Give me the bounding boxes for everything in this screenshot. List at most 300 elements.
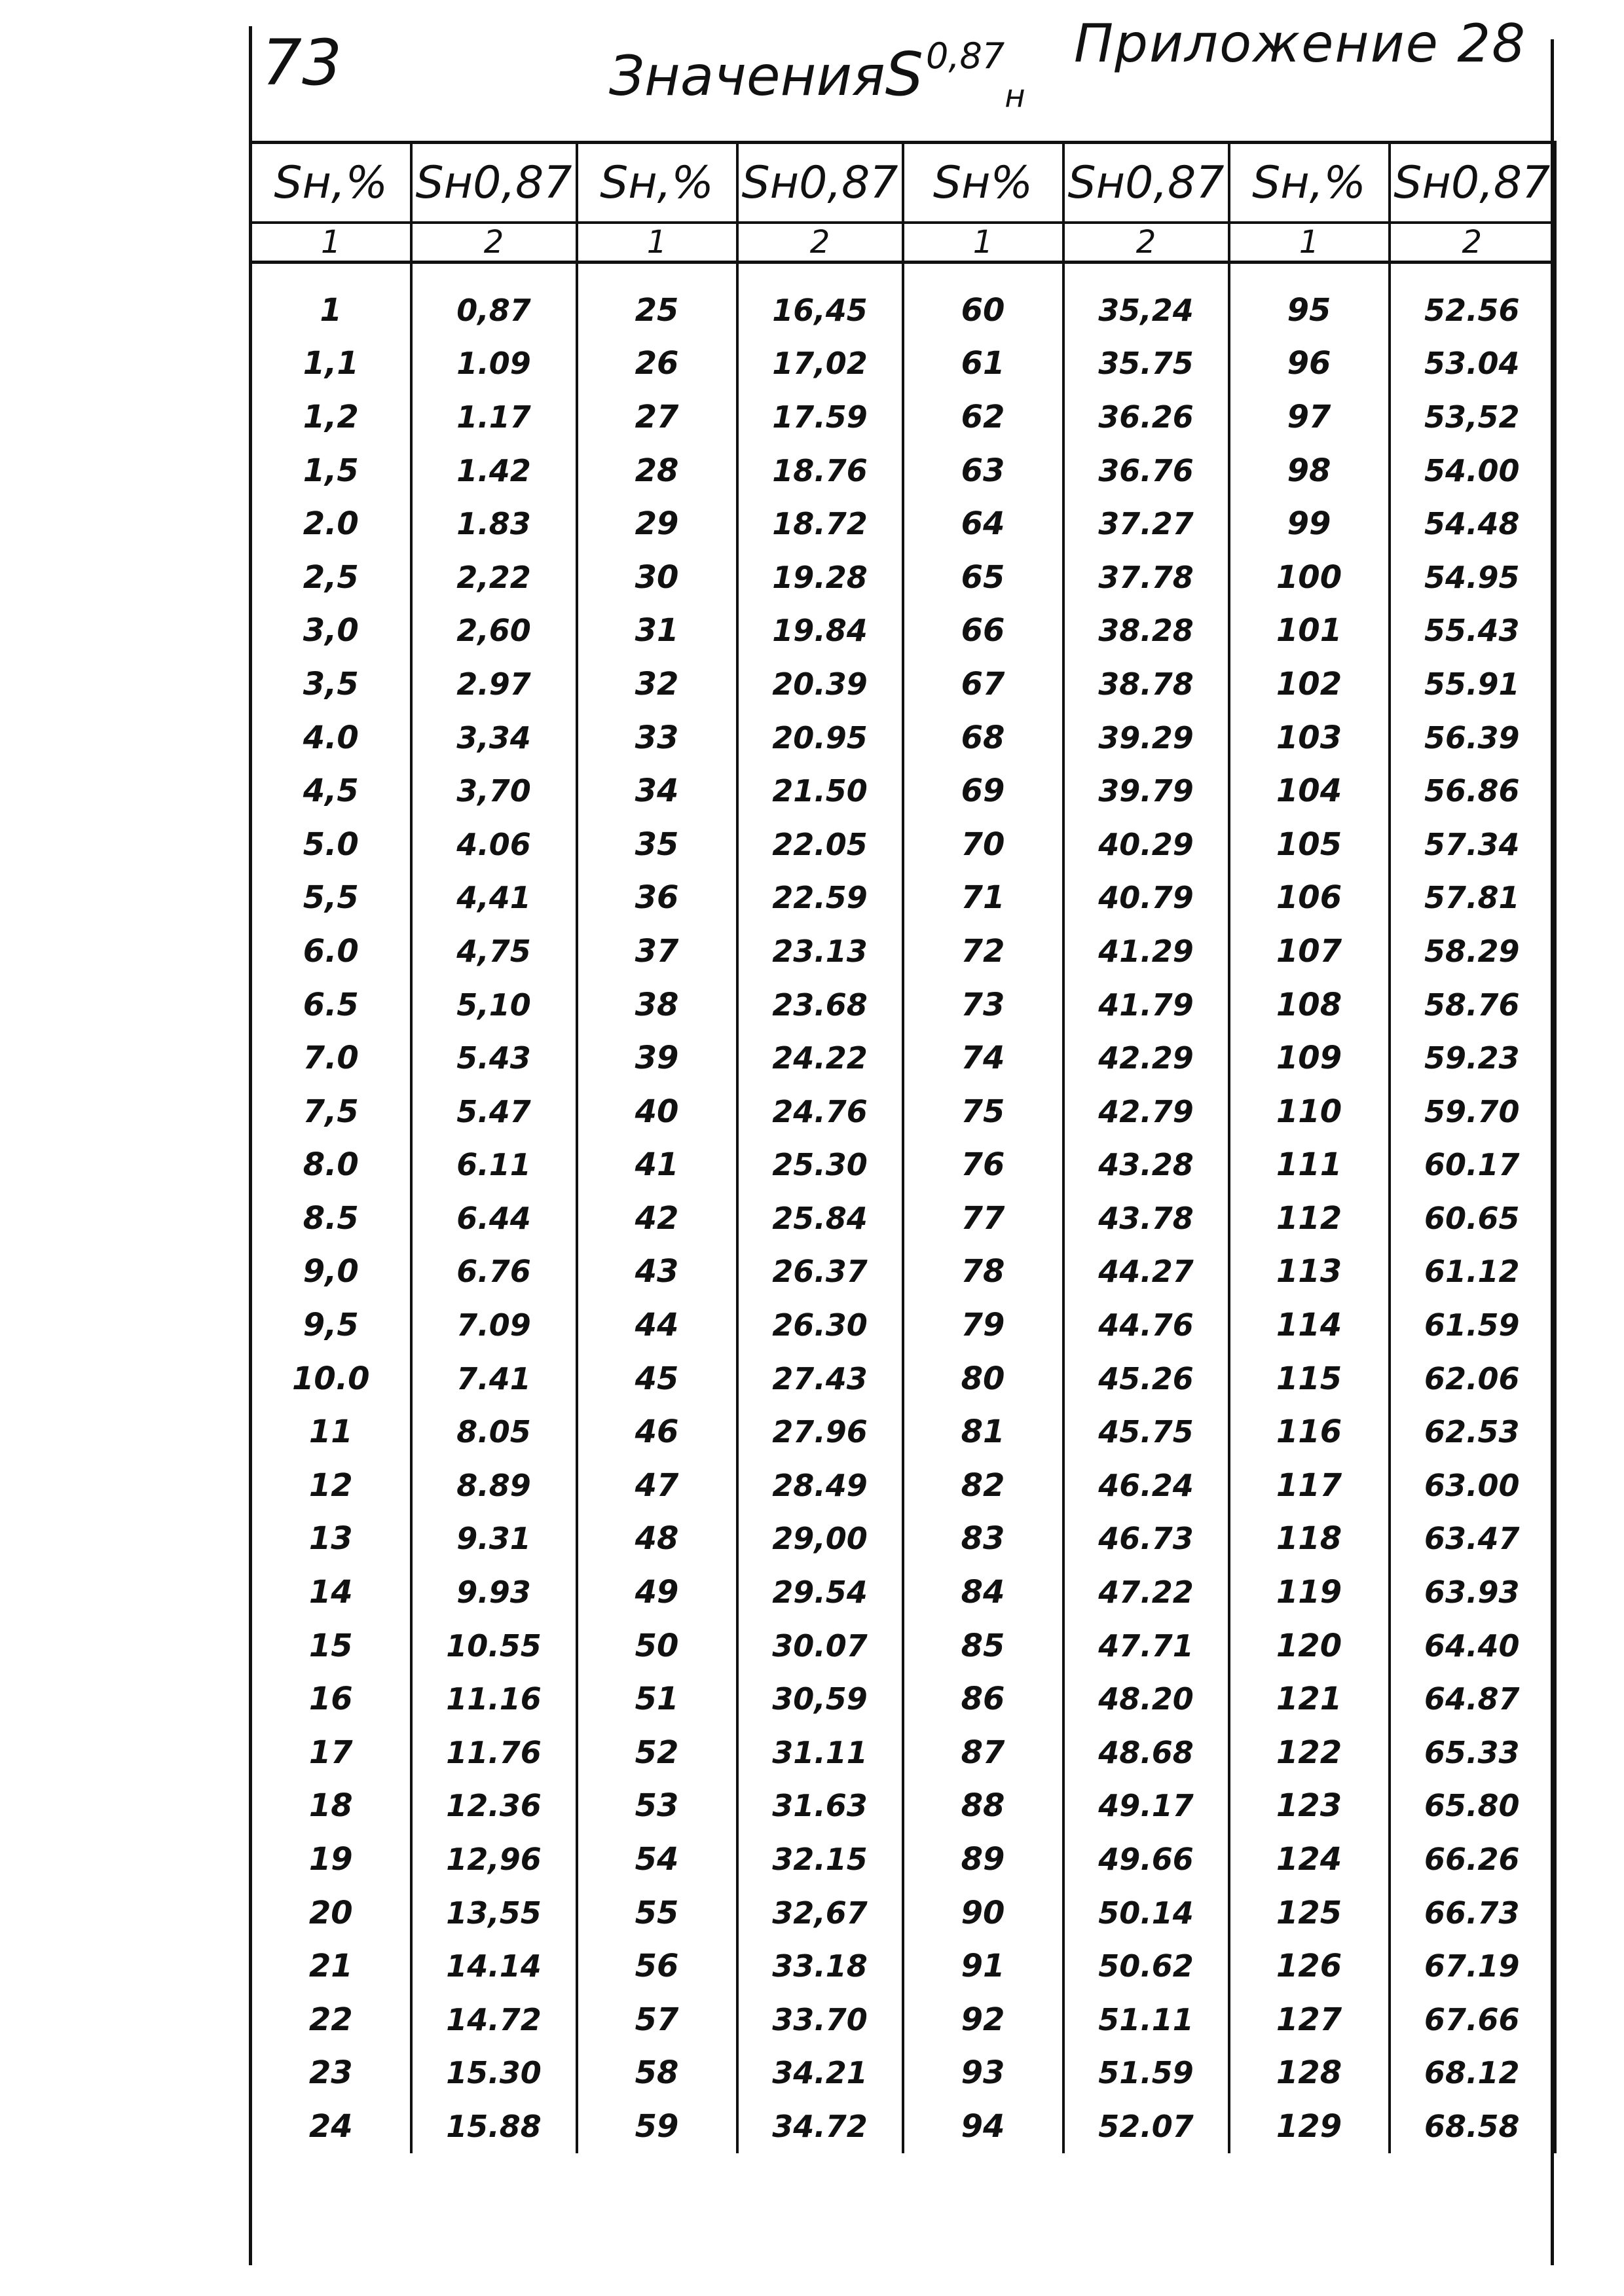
- power-value-cell: 2,22: [411, 551, 577, 604]
- percent-cell: 25: [577, 283, 737, 337]
- power-value-cell: 46.73: [1063, 1512, 1229, 1566]
- table-row: [251, 1832, 1555, 1886]
- percent-cell: 121: [1229, 1672, 1390, 1726]
- percent-cell: 34: [577, 764, 737, 818]
- percent-cell: 112: [1229, 1192, 1390, 1245]
- percent-cell: 51: [577, 1672, 737, 1726]
- table-row: [251, 604, 1555, 658]
- power-value-cell: 63.47: [1390, 1512, 1555, 1566]
- percent-cell: 50: [577, 1619, 737, 1673]
- power-value-cell: 40.29: [1063, 818, 1229, 871]
- percent-cell: 100: [1229, 551, 1390, 604]
- percent-cell: 90: [903, 1886, 1063, 1940]
- table-row: [251, 1192, 1555, 1245]
- power-value-cell: 39.79: [1063, 764, 1229, 818]
- percent-cell: 19: [251, 1832, 411, 1886]
- percent-cell: 13: [251, 1512, 411, 1566]
- power-value-cell: 52.56: [1390, 283, 1555, 337]
- percent-cell: 89: [903, 1832, 1063, 1886]
- percent-cell: 30: [577, 551, 737, 604]
- column-header: Sн,%: [577, 143, 737, 223]
- power-value-cell: 42.79: [1063, 1085, 1229, 1139]
- power-value-cell: 46.24: [1063, 1459, 1229, 1512]
- percent-cell: 81: [903, 1405, 1063, 1459]
- percent-cell: 127: [1229, 1993, 1390, 2047]
- power-value-cell: 65.33: [1390, 1726, 1555, 1779]
- power-value-cell: 56.39: [1390, 711, 1555, 765]
- power-value-cell: 57.81: [1390, 871, 1555, 925]
- power-value-cell: 18.76: [737, 444, 903, 498]
- power-value-cell: 39.29: [1063, 711, 1229, 765]
- percent-cell: 15: [251, 1619, 411, 1673]
- power-value-cell: 52.07: [1063, 2100, 1229, 2153]
- power-value-cell: 12.36: [411, 1779, 577, 1833]
- power-value-cell: 53,52: [1390, 390, 1555, 444]
- power-value-cell: 31.11: [737, 1726, 903, 1779]
- percent-cell: 39: [577, 1031, 737, 1085]
- percent-cell: 3,5: [251, 657, 411, 711]
- percent-cell: 104: [1229, 764, 1390, 818]
- power-value-cell: 14.14: [411, 1939, 577, 1993]
- title-exponent: 0,87: [926, 35, 1005, 77]
- percent-cell: 71: [903, 871, 1063, 925]
- power-value-cell: 59.70: [1390, 1085, 1555, 1139]
- percent-cell: 113: [1229, 1245, 1390, 1299]
- power-value-cell: 18.72: [737, 497, 903, 551]
- page-number: 73: [262, 26, 342, 100]
- percent-cell: 97: [1229, 390, 1390, 444]
- power-value-cell: 62.53: [1390, 1405, 1555, 1459]
- percent-cell: 96: [1229, 337, 1390, 391]
- percent-cell: 28: [577, 444, 737, 498]
- table-row: [251, 1993, 1555, 2047]
- table-row: [251, 1565, 1555, 1619]
- power-value-cell: 0,87: [411, 283, 577, 337]
- percent-cell: 107: [1229, 924, 1390, 978]
- power-value-cell: 29,00: [737, 1512, 903, 1566]
- power-value-cell: 1.09: [411, 337, 577, 391]
- table-row: [251, 1245, 1555, 1299]
- percent-cell: 94: [903, 2100, 1063, 2153]
- power-value-cell: 34.72: [737, 2100, 903, 2153]
- percent-cell: 1,1: [251, 337, 411, 391]
- percent-cell: 11: [251, 1405, 411, 1459]
- title-text: Значения: [609, 44, 885, 108]
- power-value-cell: 51.59: [1063, 2047, 1229, 2100]
- percent-cell: 64: [903, 497, 1063, 551]
- power-value-cell: 58.76: [1390, 978, 1555, 1032]
- power-value-cell: 47.22: [1063, 1565, 1229, 1619]
- power-value-cell: 48.68: [1063, 1726, 1229, 1779]
- percent-cell: 77: [903, 1192, 1063, 1245]
- power-value-cell: 7.09: [411, 1298, 577, 1352]
- power-value-cell: 1.42: [411, 444, 577, 498]
- power-value-cell: 19.84: [737, 604, 903, 658]
- power-value-cell: 3,34: [411, 711, 577, 765]
- percent-cell: 7.0: [251, 1031, 411, 1085]
- percent-cell: 42: [577, 1192, 737, 1245]
- percent-cell: 1,2: [251, 390, 411, 444]
- percent-cell: 7,5: [251, 1085, 411, 1139]
- percent-cell: 129: [1229, 2100, 1390, 2153]
- power-value-cell: 15.30: [411, 2047, 577, 2100]
- percent-cell: 82: [903, 1459, 1063, 1512]
- column-number: 1: [903, 223, 1063, 263]
- title-symbol: S: [885, 39, 924, 109]
- power-value-cell: 58.29: [1390, 924, 1555, 978]
- percent-cell: 108: [1229, 978, 1390, 1032]
- power-value-cell: 25.30: [737, 1139, 903, 1192]
- percent-cell: 10.0: [251, 1352, 411, 1406]
- power-value-cell: 55.91: [1390, 657, 1555, 711]
- percent-cell: 119: [1229, 1565, 1390, 1619]
- power-value-cell: 37.78: [1063, 551, 1229, 604]
- power-value-cell: 63.00: [1390, 1459, 1555, 1512]
- power-value-cell: 63.93: [1390, 1565, 1555, 1619]
- percent-cell: 14: [251, 1565, 411, 1619]
- table-row: [251, 1886, 1555, 1940]
- table-row: [251, 283, 1555, 337]
- power-value-cell: 30.07: [737, 1619, 903, 1673]
- percent-cell: 33: [577, 711, 737, 765]
- power-value-cell: 40.79: [1063, 871, 1229, 925]
- power-value-cell: 6.44: [411, 1192, 577, 1245]
- percent-cell: 27: [577, 390, 737, 444]
- power-value-cell: 56.86: [1390, 764, 1555, 818]
- percent-cell: 120: [1229, 1619, 1390, 1673]
- power-value-cell: 22.05: [737, 818, 903, 871]
- power-value-cell: 32,67: [737, 1886, 903, 1940]
- power-value-cell: 68.58: [1390, 2100, 1555, 2153]
- power-value-cell: 11.16: [411, 1672, 577, 1726]
- percent-cell: 1: [251, 283, 411, 337]
- power-value-cell: 41.79: [1063, 978, 1229, 1032]
- table-row: [251, 1298, 1555, 1352]
- percent-cell: 66: [903, 604, 1063, 658]
- percent-cell: 53: [577, 1779, 737, 1833]
- percent-cell: 17: [251, 1726, 411, 1779]
- power-value-cell: 60.65: [1390, 1192, 1555, 1245]
- power-value-cell: 30,59: [737, 1672, 903, 1726]
- power-value-cell: 5.47: [411, 1085, 577, 1139]
- column-number-row: [251, 223, 1555, 263]
- column-header: Sн0,87: [1063, 143, 1229, 223]
- percent-cell: 40: [577, 1085, 737, 1139]
- power-value-cell: 20.39: [737, 657, 903, 711]
- percent-cell: 105: [1229, 818, 1390, 871]
- percent-cell: 48: [577, 1512, 737, 1566]
- power-value-cell: 62.06: [1390, 1352, 1555, 1406]
- power-value-cell: 5.43: [411, 1031, 577, 1085]
- percent-cell: 80: [903, 1352, 1063, 1406]
- percent-cell: 93: [903, 2047, 1063, 2100]
- power-value-cell: 23.13: [737, 924, 903, 978]
- percent-cell: 73: [903, 978, 1063, 1032]
- percent-cell: 5,5: [251, 871, 411, 925]
- power-value-cell: 13,55: [411, 1886, 577, 1940]
- power-value-cell: 44.27: [1063, 1245, 1229, 1299]
- power-value-cell: 32.15: [737, 1832, 903, 1886]
- power-value-cell: 36.26: [1063, 390, 1229, 444]
- column-header: Sн,%: [251, 143, 411, 223]
- percent-cell: 123: [1229, 1779, 1390, 1833]
- power-value-cell: 8.89: [411, 1459, 577, 1512]
- table-body: [251, 283, 1555, 2153]
- column-number: 1: [251, 223, 411, 263]
- table-row: [251, 1939, 1555, 1993]
- power-value-cell: 41.29: [1063, 924, 1229, 978]
- power-value-cell: 60.17: [1390, 1139, 1555, 1192]
- percent-cell: 122: [1229, 1726, 1390, 1779]
- power-value-cell: 67.66: [1390, 1993, 1555, 2047]
- percent-cell: 87: [903, 1726, 1063, 1779]
- power-value-cell: 10.55: [411, 1619, 577, 1673]
- percent-cell: 101: [1229, 604, 1390, 658]
- column-header: Sн0,87: [411, 143, 577, 223]
- percent-cell: 118: [1229, 1512, 1390, 1566]
- table-row: [251, 1405, 1555, 1459]
- percent-cell: 62: [903, 390, 1063, 444]
- power-value-cell: 1.17: [411, 390, 577, 444]
- table-row: [251, 497, 1555, 551]
- table-row: [251, 1139, 1555, 1192]
- column-header: Sн0,87: [1390, 143, 1555, 223]
- power-value-cell: 49.17: [1063, 1779, 1229, 1833]
- power-value-cell: 4,75: [411, 924, 577, 978]
- power-value-cell: 2.97: [411, 657, 577, 711]
- power-value-cell: 24.76: [737, 1085, 903, 1139]
- power-value-cell: 66.26: [1390, 1832, 1555, 1886]
- power-value-cell: 43.28: [1063, 1139, 1229, 1192]
- power-value-cell: 27.43: [737, 1352, 903, 1406]
- percent-cell: 98: [1229, 444, 1390, 498]
- percent-cell: 31: [577, 604, 737, 658]
- power-value-cell: 35,24: [1063, 283, 1229, 337]
- power-value-cell: 12,96: [411, 1832, 577, 1886]
- table-title: [609, 35, 1025, 115]
- column-number: 2: [737, 223, 903, 263]
- power-value-cell: 22.59: [737, 871, 903, 925]
- percent-cell: 57: [577, 1993, 737, 2047]
- power-value-cell: 36.76: [1063, 444, 1229, 498]
- column-number: 1: [1229, 223, 1390, 263]
- power-value-cell: 50.62: [1063, 1939, 1229, 1993]
- percent-cell: 47: [577, 1459, 737, 1512]
- power-value-cell: 16,45: [737, 283, 903, 337]
- percent-cell: 22: [251, 1993, 411, 2047]
- power-value-cell: 17,02: [737, 337, 903, 391]
- power-value-cell: 5,10: [411, 978, 577, 1032]
- power-value-cell: 28.49: [737, 1459, 903, 1512]
- power-value-cell: 6.11: [411, 1139, 577, 1192]
- table-row: [251, 1031, 1555, 1085]
- percent-cell: 70: [903, 818, 1063, 871]
- power-value-cell: 64.40: [1390, 1619, 1555, 1673]
- power-value-cell: 53.04: [1390, 337, 1555, 391]
- percent-cell: 126: [1229, 1939, 1390, 1993]
- power-value-cell: 4,41: [411, 871, 577, 925]
- power-value-cell: 68.12: [1390, 2047, 1555, 2100]
- power-value-cell: 48.20: [1063, 1672, 1229, 1726]
- table-row: [251, 978, 1555, 1032]
- power-value-cell: 1.83: [411, 497, 577, 551]
- table-row: [251, 1619, 1555, 1673]
- table-row: [251, 390, 1555, 444]
- column-number: 2: [1390, 223, 1555, 263]
- power-value-cell: 34.21: [737, 2047, 903, 2100]
- power-value-cell: 54.48: [1390, 497, 1555, 551]
- percent-cell: 79: [903, 1298, 1063, 1352]
- percent-cell: 60: [903, 283, 1063, 337]
- percent-cell: 99: [1229, 497, 1390, 551]
- appendix-label: Приложение 28: [1074, 13, 1527, 74]
- percent-cell: 43: [577, 1245, 737, 1299]
- percent-cell: 124: [1229, 1832, 1390, 1886]
- power-value-cell: 4.06: [411, 818, 577, 871]
- table-row: [251, 1779, 1555, 1833]
- percent-cell: 65: [903, 551, 1063, 604]
- power-value-cell: 21.50: [737, 764, 903, 818]
- percent-cell: 32: [577, 657, 737, 711]
- power-value-cell: 26.30: [737, 1298, 903, 1352]
- power-value-cell: 43.78: [1063, 1192, 1229, 1245]
- table-row: [251, 444, 1555, 498]
- table-row: [251, 1512, 1555, 1566]
- column-header-row: [251, 143, 1555, 223]
- percent-cell: 84: [903, 1565, 1063, 1619]
- column-number: 1: [577, 223, 737, 263]
- percent-cell: 18: [251, 1779, 411, 1833]
- power-value-cell: 11.76: [411, 1726, 577, 1779]
- table-row: [251, 924, 1555, 978]
- table-row: [251, 1726, 1555, 1779]
- power-value-cell: 23.68: [737, 978, 903, 1032]
- percent-cell: 56: [577, 1939, 737, 1993]
- percent-cell: 44: [577, 1298, 737, 1352]
- power-value-cell: 6.76: [411, 1245, 577, 1299]
- percent-cell: 49: [577, 1565, 737, 1619]
- percent-cell: 3,0: [251, 604, 411, 658]
- percent-cell: 85: [903, 1619, 1063, 1673]
- power-value-cell: 20.95: [737, 711, 903, 765]
- percent-cell: 35: [577, 818, 737, 871]
- percent-cell: 52: [577, 1726, 737, 1779]
- percent-cell: 69: [903, 764, 1063, 818]
- power-value-cell: 45.26: [1063, 1352, 1229, 1406]
- table-row: [251, 1085, 1555, 1139]
- percent-cell: 12: [251, 1459, 411, 1512]
- title-subscript: н: [1005, 77, 1025, 115]
- percent-cell: 106: [1229, 871, 1390, 925]
- percent-cell: 125: [1229, 1886, 1390, 1940]
- percent-cell: 115: [1229, 1352, 1390, 1406]
- percent-cell: 16: [251, 1672, 411, 1726]
- power-value-cell: 54.95: [1390, 551, 1555, 604]
- percent-cell: 6.5: [251, 978, 411, 1032]
- power-value-cell: 65.80: [1390, 1779, 1555, 1833]
- table-row: [251, 2100, 1555, 2153]
- power-value-cell: 8.05: [411, 1405, 577, 1459]
- table-row: [251, 764, 1555, 818]
- percent-cell: 74: [903, 1031, 1063, 1085]
- percent-cell: 78: [903, 1245, 1063, 1299]
- power-value-cell: 54.00: [1390, 444, 1555, 498]
- power-value-cell: 37.27: [1063, 497, 1229, 551]
- power-value-cell: 61.59: [1390, 1298, 1555, 1352]
- power-value-cell: 27.96: [737, 1405, 903, 1459]
- table-row: [251, 551, 1555, 604]
- percent-cell: 9,5: [251, 1298, 411, 1352]
- percent-cell: 111: [1229, 1139, 1390, 1192]
- power-value-cell: 29.54: [737, 1565, 903, 1619]
- percent-cell: 6.0: [251, 924, 411, 978]
- table-row: [251, 818, 1555, 871]
- power-value-cell: 19.28: [737, 551, 903, 604]
- percent-cell: 24: [251, 2100, 411, 2153]
- percent-cell: 54: [577, 1832, 737, 1886]
- percent-cell: 128: [1229, 2047, 1390, 2100]
- table-row: [251, 711, 1555, 765]
- power-value-cell: 49.66: [1063, 1832, 1229, 1886]
- power-value-cell: 59.23: [1390, 1031, 1555, 1085]
- percent-cell: 117: [1229, 1459, 1390, 1512]
- percent-cell: 8.0: [251, 1139, 411, 1192]
- percent-cell: 88: [903, 1779, 1063, 1833]
- table-row: [251, 2047, 1555, 2100]
- percent-cell: 76: [903, 1139, 1063, 1192]
- power-value-cell: 35.75: [1063, 337, 1229, 391]
- percent-cell: 1,5: [251, 444, 411, 498]
- power-value-cell: 14.72: [411, 1993, 577, 2047]
- percent-cell: 63: [903, 444, 1063, 498]
- power-value-cell: 15.88: [411, 2100, 577, 2153]
- percent-cell: 2,5: [251, 551, 411, 604]
- power-value-cell: 33.70: [737, 1993, 903, 2047]
- percent-cell: 95: [1229, 283, 1390, 337]
- percent-cell: 26: [577, 337, 737, 391]
- percent-cell: 83: [903, 1512, 1063, 1566]
- power-value-cell: 45.75: [1063, 1405, 1229, 1459]
- percent-cell: 21: [251, 1939, 411, 1993]
- power-value-cell: 33.18: [737, 1939, 903, 1993]
- percent-cell: 91: [903, 1939, 1063, 1993]
- column-number: 2: [1063, 223, 1229, 263]
- percent-cell: 23: [251, 2047, 411, 2100]
- power-value-cell: 38.78: [1063, 657, 1229, 711]
- percent-cell: 9,0: [251, 1245, 411, 1299]
- power-value-cell: 25.84: [737, 1192, 903, 1245]
- percent-cell: 102: [1229, 657, 1390, 711]
- table-row: [251, 337, 1555, 391]
- percent-cell: 72: [903, 924, 1063, 978]
- power-value-cell: 38.28: [1063, 604, 1229, 658]
- percent-cell: 67: [903, 657, 1063, 711]
- power-value-cell: 26.37: [737, 1245, 903, 1299]
- percent-cell: 29: [577, 497, 737, 551]
- percent-cell: 110: [1229, 1085, 1390, 1139]
- percent-cell: 109: [1229, 1031, 1390, 1085]
- power-value-cell: 7.41: [411, 1352, 577, 1406]
- column-header: Sн%: [903, 143, 1063, 223]
- percent-cell: 61: [903, 337, 1063, 391]
- percent-cell: 20: [251, 1886, 411, 1940]
- percent-cell: 86: [903, 1672, 1063, 1726]
- power-value-cell: 42.29: [1063, 1031, 1229, 1085]
- power-value-cell: 67.19: [1390, 1939, 1555, 1993]
- percent-cell: 114: [1229, 1298, 1390, 1352]
- percent-cell: 103: [1229, 711, 1390, 765]
- percent-cell: 5.0: [251, 818, 411, 871]
